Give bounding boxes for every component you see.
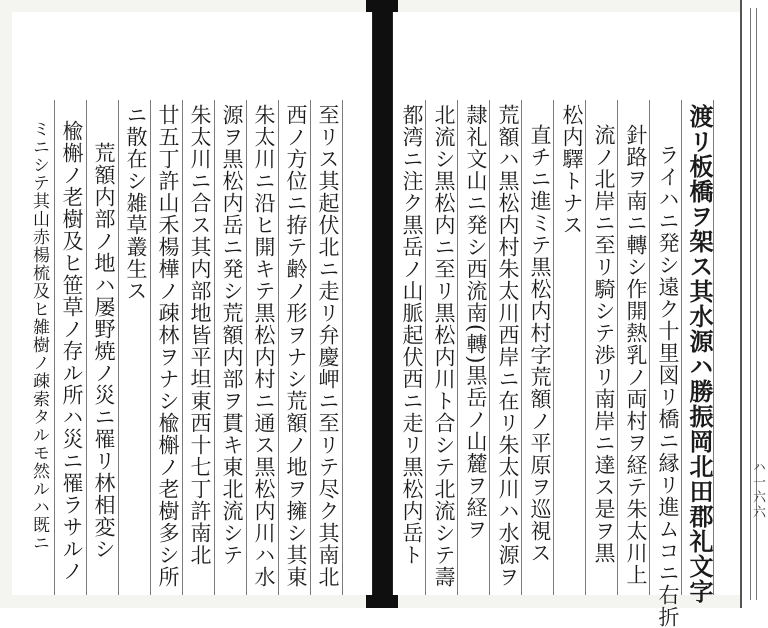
left-column-2: 西ノ方位ニ拵テ齢ノ形ヲナシ荒額ノ地ヲ擁シ其東 <box>284 104 308 588</box>
right-column-4: 流ノ北岸ニ至リ騎シテ渉リ南岸ニ達ス是ヲ黒 <box>592 124 616 564</box>
right-column-2: ライハニ発シ遠ク十里図リ橋ニ縁リ進ムコニ右折 <box>656 144 680 628</box>
right-column-1: 渡リ板橋ヲ架ス其水源ハ勝振岡北田郡礼文字 <box>685 104 714 604</box>
right-column-8: 隷礼文山ニ発シ西流南(轉)黒岳ノ山麓ヲ経ヲ <box>464 104 488 541</box>
left-column-3: 朱太川ニ沿ヒ開キテ黒松内村ニ通ス黒松内川ハ水 <box>252 104 276 588</box>
book-edge <box>740 0 768 608</box>
right-column-10: 都湾ニ注ク黒岳ノ山脈起伏西ニ走リ黒松内岳ト <box>400 104 424 566</box>
book-gutter <box>372 0 392 608</box>
left-column-1: 至リス其起伏北ニ走リ弁慶岬ニ至リテ尽ク其南北 <box>316 104 340 588</box>
edge-label: ハ一六六 <box>750 460 765 520</box>
right-column-5: 松内驛トナス <box>560 104 584 236</box>
right-column-3: 針路ヲ南ニ轉シ作開熱乳ノ両村ヲ経テ朱太川上 <box>624 124 648 586</box>
gutter-tab-bottom <box>366 594 398 608</box>
left-column-10: ミニシテ其山赤楊梳及ヒ雑樹ノ疎索タルモ然ルハ既ニ <box>29 120 49 552</box>
left-page <box>12 12 373 595</box>
left-column-5: 朱太川ニ合ス其内部地皆平坦東西十七丁許南北 <box>188 104 212 566</box>
right-column-6: 直チニ進ミテ黒松内村字荒額ノ平原ヲ巡視ス <box>528 124 552 564</box>
left-column-6: 廿五丁許山禾楊樺ノ疎林ヲナシ楡槲ノ老樹多シ所 <box>156 104 180 588</box>
left-column-7: ニ散在シ雑草叢生ス <box>124 104 148 302</box>
right-page <box>392 12 741 628</box>
right-column-9: 北流シ黒松内ニ至リ黒松内川ト合シテ北流シテ壽 <box>432 104 456 588</box>
left-column-8: 荒額内部ノ地ハ屡野焼ノ災ニ罹リ林相変シ <box>92 142 116 560</box>
column-rule <box>54 100 55 595</box>
left-column-9: 楡槲ノ老樹及ヒ笹草ノ存ル所ハ災ニ罹ラサルノ <box>60 120 84 582</box>
right-column-7: 荒額ハ黒松内村朱太川西岸ニ在リ朱太川ハ水源ヲ <box>496 104 520 588</box>
left-column-4: 源ヲ黒松内岳ニ発シ荒額内部ヲ貫キ東北流シテ <box>220 104 244 566</box>
